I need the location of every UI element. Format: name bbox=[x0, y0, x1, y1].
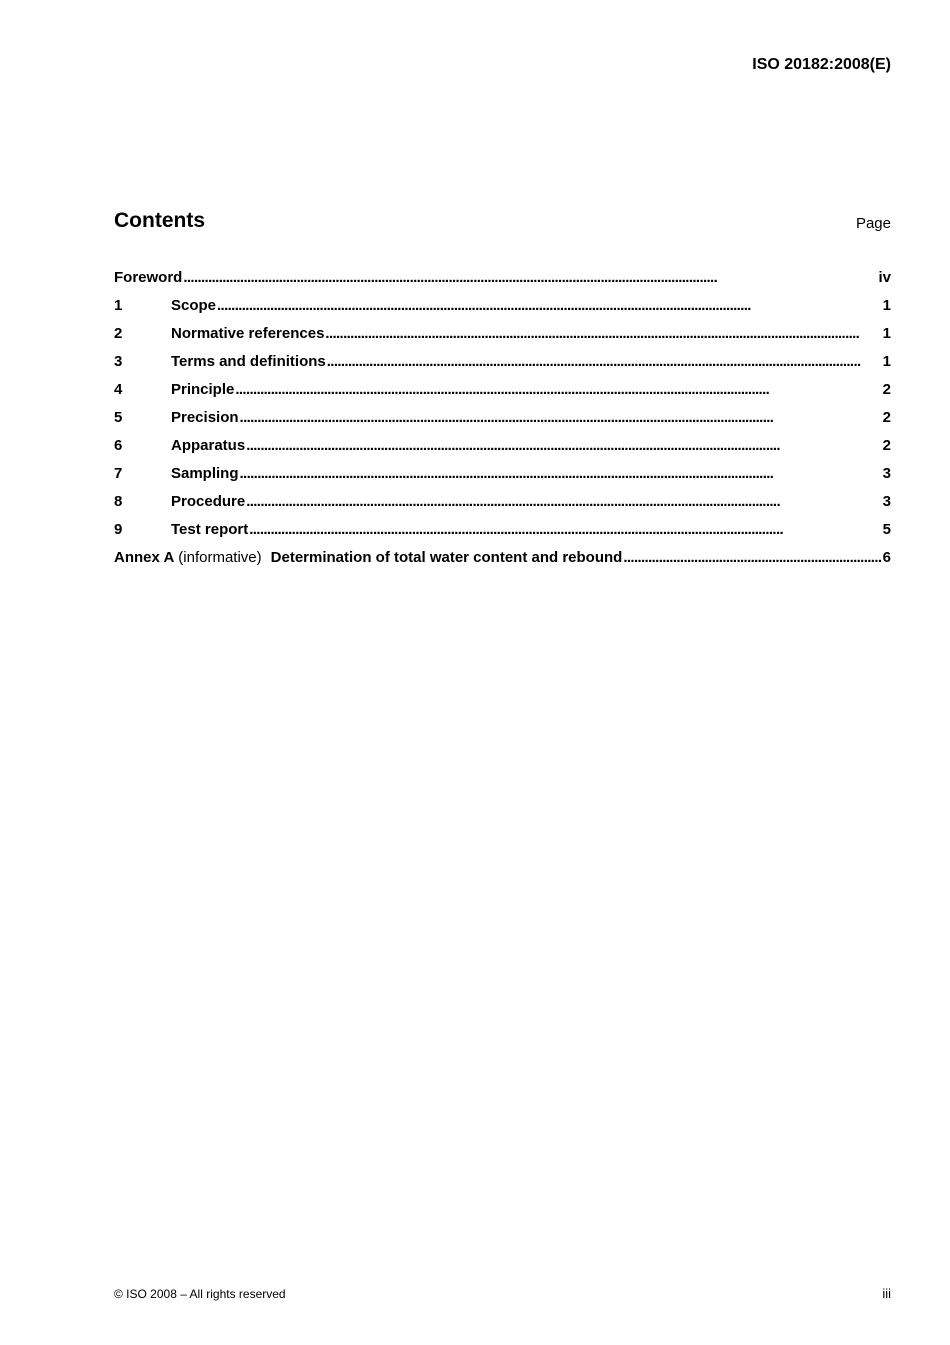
toc-entry-page: 5 bbox=[882, 521, 891, 538]
toc-entry-section[interactable] bbox=[114, 320, 891, 348]
toc-entry-section[interactable] bbox=[114, 348, 891, 376]
toc-entry-number: 1 bbox=[114, 297, 123, 314]
toc-entry-title: Scope bbox=[171, 297, 217, 314]
toc-entry-number: 5 bbox=[114, 409, 123, 426]
toc-entry-title: Terms and definitions bbox=[171, 353, 326, 370]
document-id: ISO 20182:2008(E) bbox=[752, 56, 891, 73]
toc-entry-title: Sampling bbox=[171, 465, 239, 482]
toc-entry-annex-a[interactable] bbox=[114, 544, 891, 572]
toc-entry-page: 6 bbox=[882, 549, 891, 566]
page-column-label: Page bbox=[855, 215, 891, 232]
toc-entry-section[interactable] bbox=[114, 488, 891, 516]
toc-entry-section[interactable] bbox=[114, 460, 891, 488]
toc-entry-page: 2 bbox=[882, 437, 891, 454]
toc-leader-dots bbox=[235, 376, 881, 404]
toc-entry-title: Procedure bbox=[171, 493, 246, 510]
toc-entry-section[interactable] bbox=[114, 292, 891, 320]
toc-entry-page: 2 bbox=[882, 381, 891, 398]
toc-annex-qualifier: (informative) bbox=[178, 549, 262, 566]
toc-entry-number: 3 bbox=[114, 353, 123, 370]
toc-entry-page: 3 bbox=[882, 465, 891, 482]
toc-leader-dots bbox=[217, 292, 882, 320]
toc-entry-section[interactable] bbox=[114, 404, 891, 432]
toc-entry-number: 7 bbox=[114, 465, 123, 482]
toc-entry-title: Test report bbox=[171, 521, 249, 538]
toc-entry-section[interactable] bbox=[114, 432, 891, 460]
toc-leader-dots bbox=[623, 544, 881, 572]
table-of-contents bbox=[114, 264, 891, 572]
toc-entry-number: 6 bbox=[114, 437, 123, 454]
toc-entry-page: 1 bbox=[882, 325, 891, 342]
toc-leader-dots bbox=[246, 432, 881, 460]
toc-entry-section[interactable] bbox=[114, 516, 891, 544]
toc-entry-foreword[interactable] bbox=[114, 264, 891, 292]
toc-leader-dots bbox=[249, 516, 881, 544]
toc-leader-dots bbox=[246, 488, 881, 516]
toc-entry-page: 2 bbox=[882, 409, 891, 426]
contents-heading: Contents bbox=[114, 209, 205, 232]
toc-entry-title: Precision bbox=[171, 409, 239, 426]
toc-entry-page: 1 bbox=[882, 297, 891, 314]
toc-leader-dots bbox=[183, 264, 877, 292]
toc-entry-number: 2 bbox=[114, 325, 123, 342]
toc-entry-section[interactable] bbox=[114, 376, 891, 404]
toc-leader-dots bbox=[325, 320, 881, 348]
toc-entry-title: Foreword bbox=[114, 269, 183, 286]
toc-entry-number: 4 bbox=[114, 381, 123, 398]
toc-entry-title: Apparatus bbox=[171, 437, 246, 454]
toc-entry-page: 3 bbox=[882, 493, 891, 510]
toc-entry-number: 8 bbox=[114, 493, 123, 510]
toc-entry-page: iv bbox=[878, 269, 891, 286]
toc-entry-number: 9 bbox=[114, 521, 123, 538]
toc-entry-title: Principle bbox=[171, 381, 235, 398]
toc-leader-dots bbox=[240, 404, 882, 432]
toc-leader-dots bbox=[240, 460, 882, 488]
toc-leader-dots bbox=[327, 348, 882, 376]
toc-entry-title: Normative references bbox=[171, 325, 325, 342]
toc-annex-label: Annex A bbox=[114, 549, 175, 566]
toc-entry-title: Determination of total water content and rebound bbox=[270, 549, 623, 566]
toc-entry-page: 1 bbox=[882, 353, 891, 370]
footer-page-number: iii bbox=[882, 1286, 891, 1301]
footer-copyright: © ISO 2008 – All rights reserved bbox=[114, 1287, 286, 1301]
